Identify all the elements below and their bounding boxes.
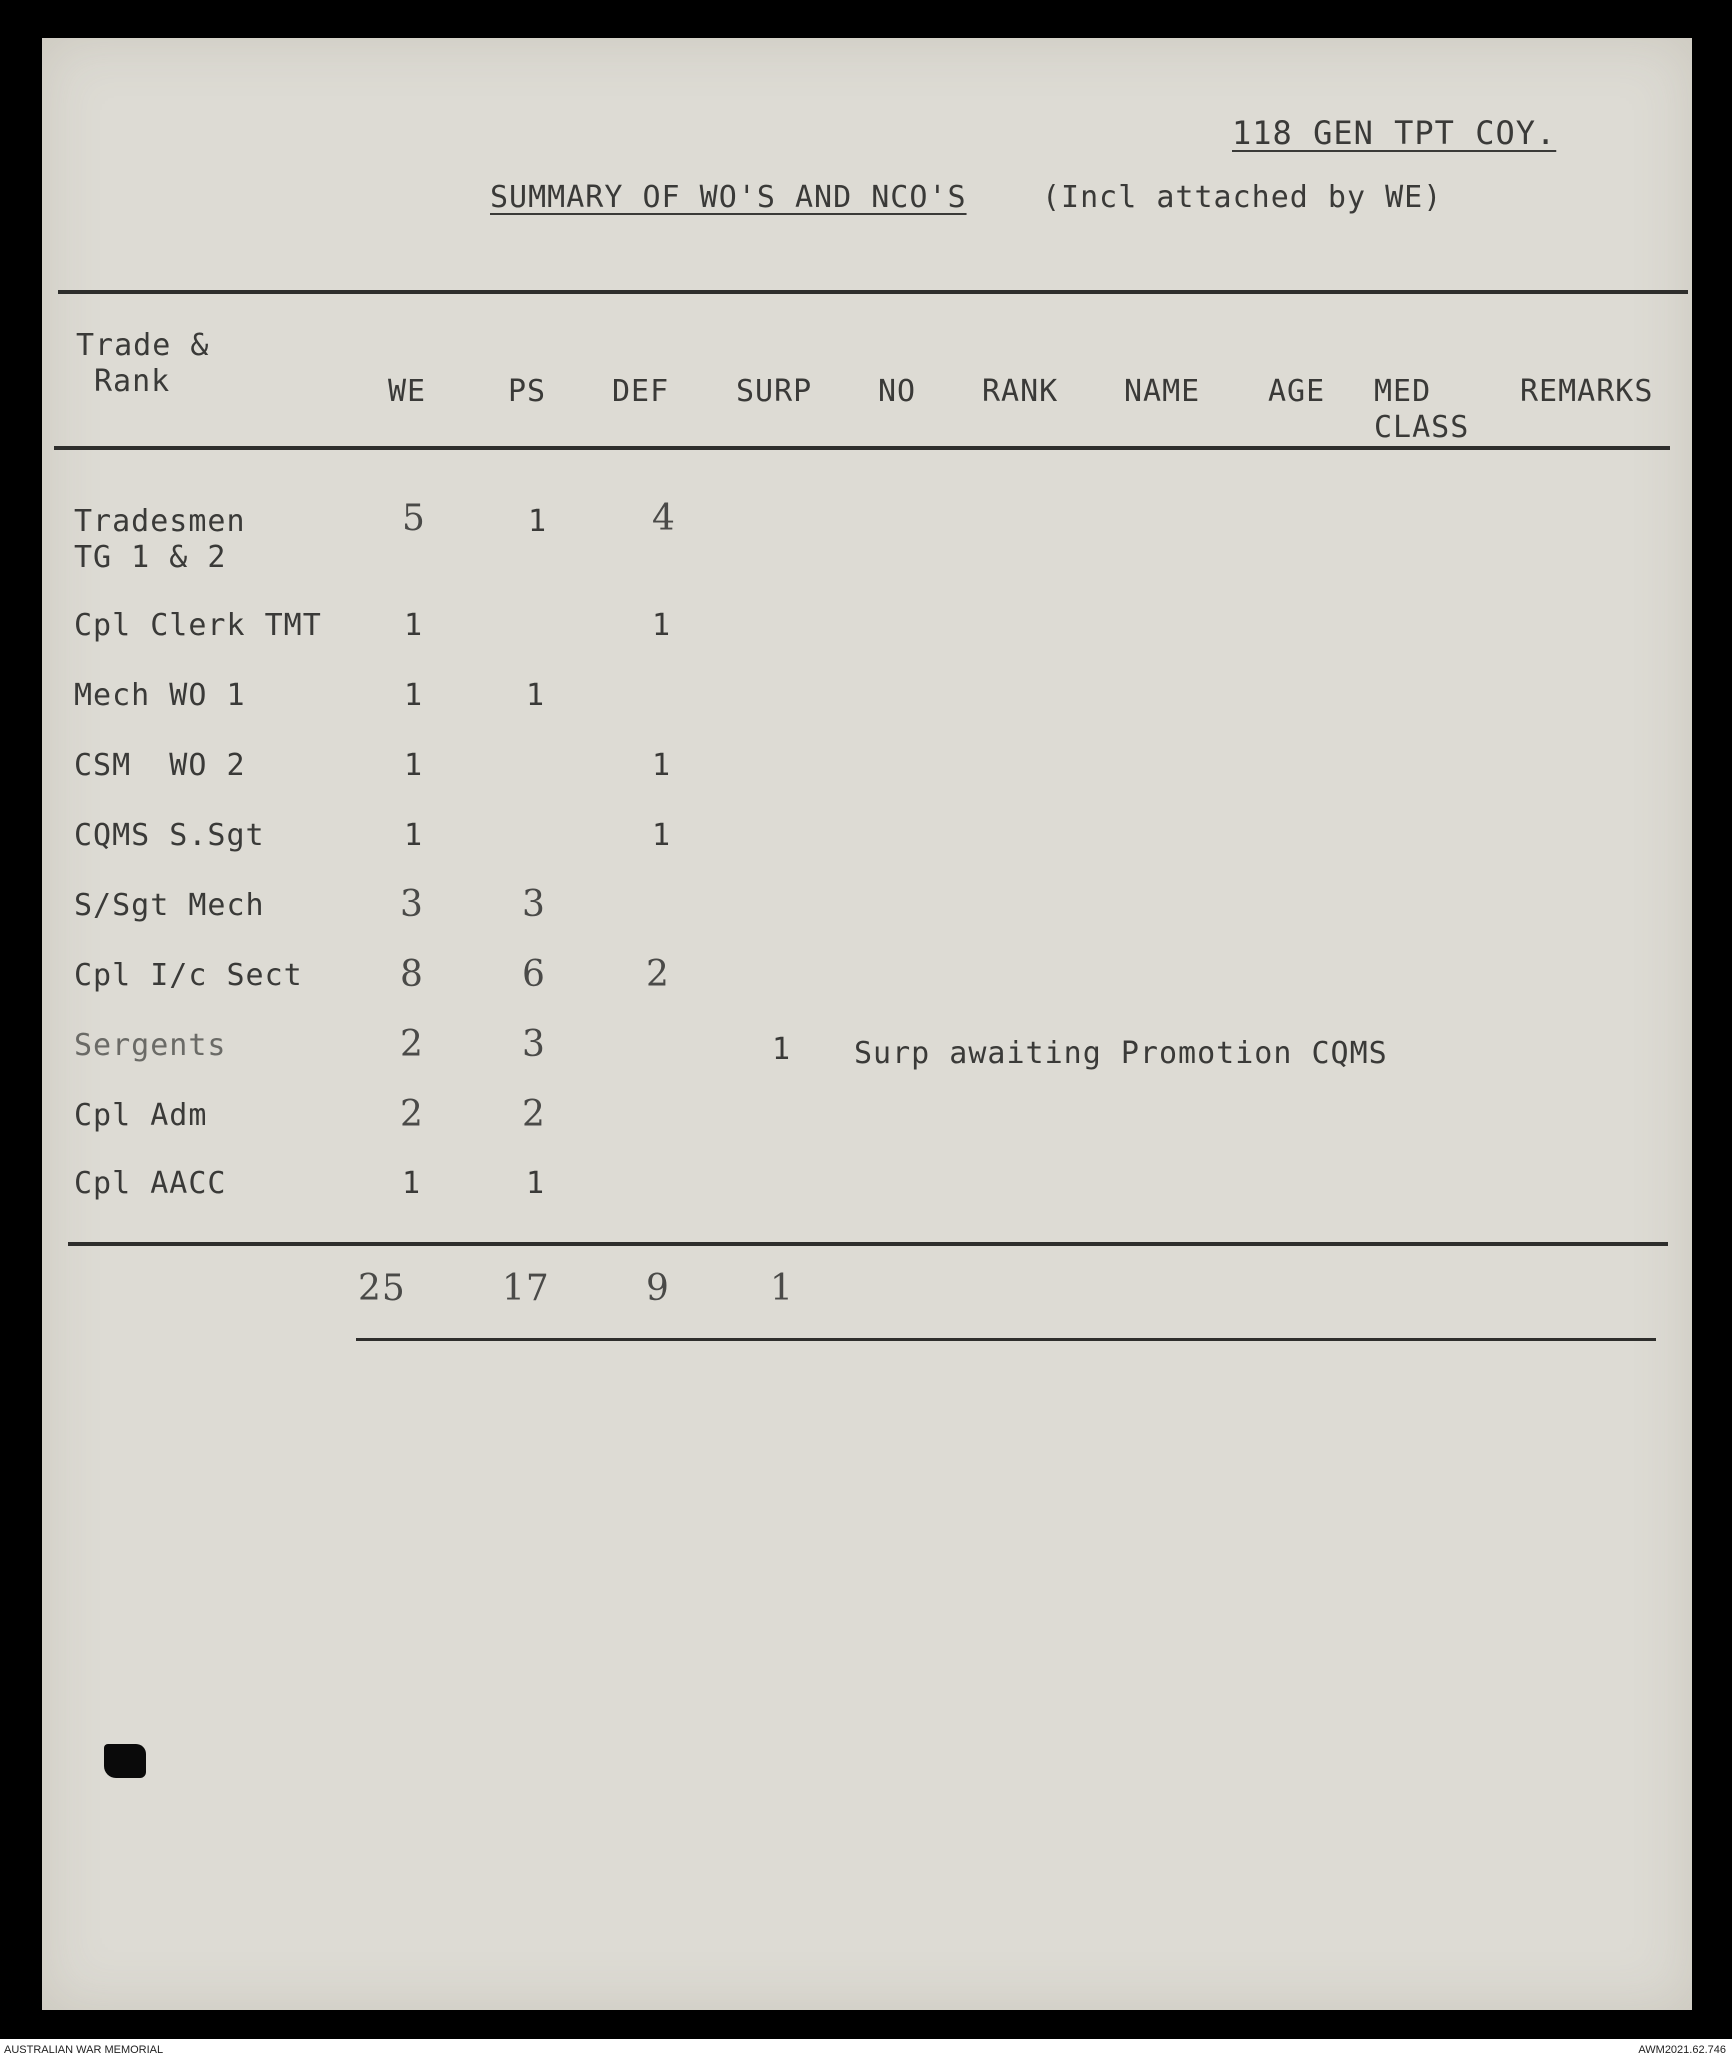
row-9-we: 2 [400, 1094, 424, 1135]
row-7-trade: Cpl I/c Sect [74, 958, 303, 993]
header-surp: SURP [736, 374, 813, 409]
unit-heading: 118 GEN TPT COY. [1232, 114, 1557, 152]
row-4-def: 1 [652, 748, 672, 783]
row-4-trade: CSM WO 2 [74, 748, 246, 783]
row-7-def: 2 [646, 954, 670, 995]
row-1-we: 5 [402, 498, 426, 539]
row-7-ps: 6 [522, 954, 546, 995]
row-5-we: 1 [404, 818, 424, 853]
row-8-trade: Sergents [74, 1028, 227, 1063]
footer-bar [0, 2039, 1732, 2061]
header-we: WE [388, 374, 427, 409]
totals-rule [68, 1242, 1668, 1246]
row-6-we: 3 [400, 884, 424, 925]
total-def: 9 [646, 1268, 670, 1309]
row-10-trade: Cpl AACC [74, 1166, 227, 1201]
row-8-remark: Surp awaiting Promotion CQMS [854, 1036, 1388, 1071]
header-rule [54, 446, 1670, 450]
header-rank: RANK [982, 374, 1059, 409]
row-3-we: 1 [404, 678, 424, 713]
row-6-ps: 3 [522, 884, 546, 925]
row-7-we: 8 [400, 954, 424, 995]
header-trade-rank-1: Trade & [76, 328, 210, 363]
row-9-trade: Cpl Adm [74, 1098, 208, 1133]
row-4-we: 1 [404, 748, 424, 783]
document-page [42, 38, 1692, 2010]
total-we: 25 [358, 1268, 406, 1309]
row-8-surp: 1 [772, 1032, 792, 1067]
row-10-we: 1 [402, 1166, 422, 1201]
row-8-ps: 3 [522, 1024, 546, 1065]
total-surp: 1 [770, 1268, 794, 1309]
header-def: DEF [612, 374, 670, 409]
header-name: NAME [1124, 374, 1201, 409]
row-3-ps: 1 [526, 678, 546, 713]
row-2-we: 1 [404, 608, 424, 643]
header-med-1: MED [1374, 374, 1432, 409]
row-6-trade: S/Sgt Mech [74, 888, 265, 923]
row-3-trade: Mech WO 1 [74, 678, 246, 713]
footer-accession: AWM2021.62.746 [1638, 2044, 1726, 2056]
bottom-rule [356, 1338, 1656, 1341]
footer-credit: AUSTRALIAN WAR MEMORIAL [4, 2044, 164, 2056]
row-1-trade-2: TG 1 & 2 [74, 540, 227, 575]
row-1-trade: Tradesmen [74, 504, 246, 539]
row-10-ps: 1 [526, 1166, 546, 1201]
header-ps: PS [508, 374, 547, 409]
header-med-2: CLASS [1374, 410, 1470, 445]
punch-hole [104, 1744, 146, 1778]
total-ps: 17 [502, 1268, 550, 1309]
header-no: NO [878, 374, 917, 409]
document-title: SUMMARY OF WO'S AND NCO'S [490, 180, 967, 215]
row-2-trade: Cpl Clerk TMT [74, 608, 322, 643]
header-trade-rank-2: Rank [94, 364, 171, 399]
header-age: AGE [1268, 374, 1326, 409]
header-remarks: REMARKS [1520, 374, 1654, 409]
document-subtitle: (Incl attached by WE) [1042, 180, 1443, 215]
row-5-def: 1 [652, 818, 672, 853]
row-5-trade: CQMS S.Sgt [74, 818, 265, 853]
row-1-def: 4 [652, 498, 676, 539]
row-2-def: 1 [652, 608, 672, 643]
row-8-we: 2 [400, 1024, 424, 1065]
top-rule [58, 290, 1688, 294]
row-1-ps: 1 [528, 504, 548, 539]
row-9-ps: 2 [522, 1094, 546, 1135]
